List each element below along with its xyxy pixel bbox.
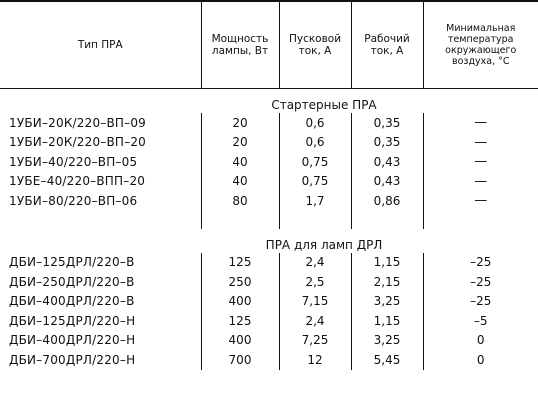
cell-power: 40 (201, 172, 279, 192)
cell-start-current: 2,4 (279, 253, 351, 273)
cell-power: 125 (201, 311, 279, 331)
cell-start-current: 7,25 (279, 331, 351, 351)
cell-type: 1УБИ–20К/220–ВП–20 (0, 133, 201, 153)
table-row (0, 311, 538, 331)
cell-power: 700 (201, 350, 279, 370)
cell-type: 1УБИ–20К/220–ВП–09 (0, 113, 201, 133)
table-header-row (0, 1, 538, 89)
table-row (0, 253, 538, 273)
cell-work-current: 3,25 (351, 292, 423, 312)
table-row (0, 172, 538, 192)
cell-type: ДБИ–125ДРЛ/220–В (0, 253, 201, 273)
cell-work-current: 0,86 (351, 191, 423, 211)
cell-min-temp: — (474, 173, 488, 189)
cell-start-current: 12 (279, 350, 351, 370)
cell-min-temp: –25 (470, 294, 492, 309)
cell-min-temp: — (474, 134, 488, 150)
cell-start-current: 1,7 (279, 191, 351, 211)
cell-start-current: 7,15 (279, 292, 351, 312)
cell-min-temp: 0 (476, 333, 485, 348)
cell-type: ДБИ–250ДРЛ/220–В (0, 272, 201, 292)
cell-power: 40 (201, 152, 279, 172)
cell-start-current: 0,75 (279, 172, 351, 192)
spacer-row (0, 211, 538, 229)
cell-power: 20 (201, 133, 279, 153)
cell-power: 400 (201, 331, 279, 351)
cell-start-current: 2,4 (279, 311, 351, 331)
section-title-starter: Стартерные ПРА (271, 98, 377, 112)
cell-work-current: 0,43 (351, 172, 423, 192)
cell-work-current: 1,15 (351, 311, 423, 331)
cell-work-current: 0,35 (351, 133, 423, 153)
cell-power: 250 (201, 272, 279, 292)
cell-power: 20 (201, 113, 279, 133)
cell-start-current: 2,5 (279, 272, 351, 292)
cell-type: ДБИ–400ДРЛ/220–В (0, 292, 201, 312)
header-power: Мощность лампы, Вт (201, 1, 279, 89)
header-start-current: Пусковой ток, А (279, 1, 351, 89)
cell-min-temp: –25 (470, 274, 492, 289)
cell-power: 125 (201, 253, 279, 273)
cell-type: ДБИ–125ДРЛ/220–Н (0, 311, 201, 331)
cell-start-current: 0,6 (279, 113, 351, 133)
cell-work-current: 1,15 (351, 253, 423, 273)
cell-work-current: 0,43 (351, 152, 423, 172)
cell-work-current: 2,15 (351, 272, 423, 292)
table-row (0, 133, 538, 153)
cell-min-temp: — (474, 193, 488, 209)
table-row (0, 113, 538, 133)
table-row (0, 331, 538, 351)
header-work-current: Рабочий ток, А (351, 1, 423, 89)
cell-work-current: 3,25 (351, 331, 423, 351)
cell-min-temp: –25 (470, 255, 492, 270)
table-row (0, 292, 538, 312)
cell-work-current: 0,35 (351, 113, 423, 133)
section-row-drl (0, 229, 538, 253)
section-row-starter (0, 89, 538, 114)
table-row (0, 350, 538, 370)
cell-type: ДБИ–700ДРЛ/220–Н (0, 350, 201, 370)
table-row (0, 272, 538, 292)
table-row (0, 191, 538, 211)
header-min-temp: Минимальная температура окружающего воздуха, °С (423, 1, 538, 89)
cell-type: ДБИ–400ДРЛ/220–Н (0, 331, 201, 351)
cell-min-temp: — (474, 154, 488, 170)
table-row (0, 152, 538, 172)
section-title-drl: ПРА для ламп ДРЛ (265, 237, 383, 252)
cell-power: 400 (201, 292, 279, 312)
cell-type: 1УБИ–80/220–ВП–06 (0, 191, 201, 211)
cell-min-temp: — (474, 115, 488, 131)
cell-min-temp: –5 (473, 313, 488, 328)
cell-start-current: 0,75 (279, 152, 351, 172)
cell-work-current: 5,45 (351, 350, 423, 370)
cell-start-current: 0,6 (279, 133, 351, 153)
cell-min-temp: 0 (476, 352, 485, 367)
cell-power: 80 (201, 191, 279, 211)
header-type: Тип ПРА (0, 1, 201, 89)
cell-type: 1УБЕ–40/220–ВПП–20 (0, 172, 201, 192)
cell-type: 1УБИ–40/220–ВП–05 (0, 152, 201, 172)
